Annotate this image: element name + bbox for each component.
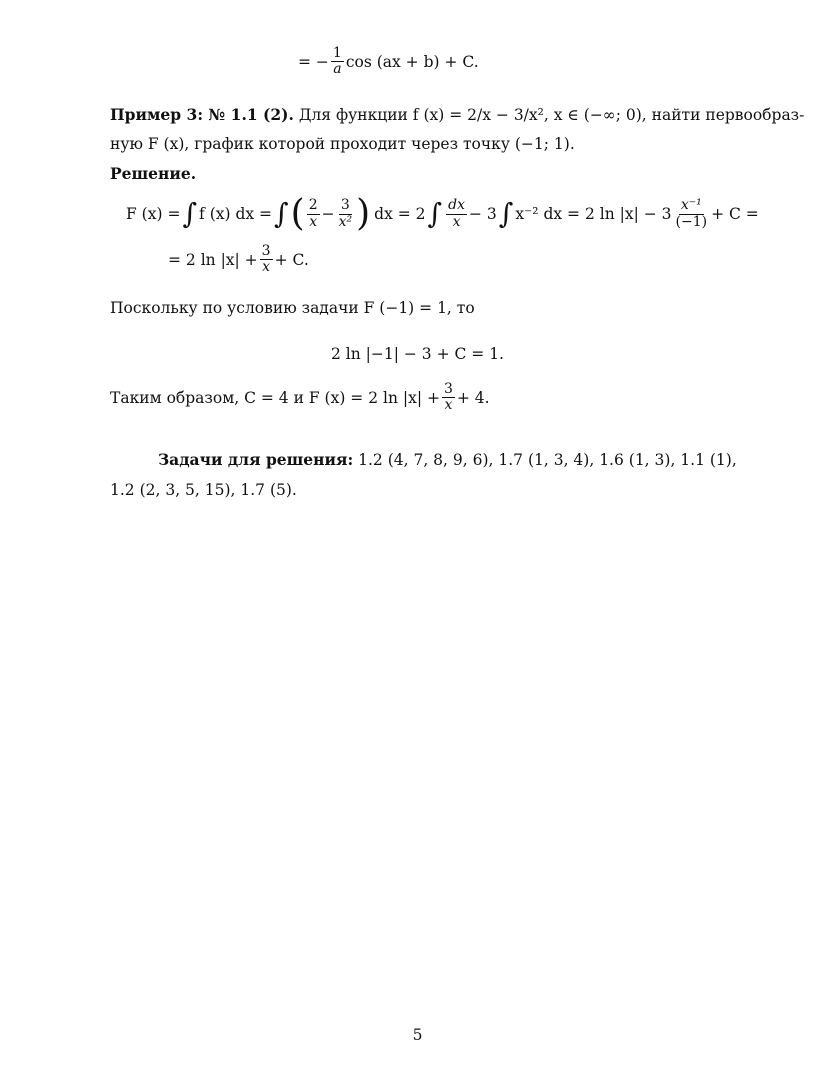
eq-top-fraction (331, 46, 344, 78)
sol-eq-part-1: F (x) = (126, 205, 181, 223)
right-paren: ) (356, 193, 371, 234)
sol-frac-3 (446, 198, 467, 230)
sol-eq-part-2: f (x) dx = (199, 205, 273, 223)
solution-equation-1 (126, 193, 759, 234)
tasks-list-1: 1.2 (4, 7, 8, 9, 6), 1.7 (1, 3, 4), 1.6 (1, 3), 1.1 (1), (358, 451, 737, 469)
sol-frac-4-num: x⁻¹ (680, 197, 702, 214)
example-line-2 (110, 134, 575, 154)
example-heading: Пример 3: № 1.1 (2). (110, 105, 294, 124)
sol-eq2-frac-den: x (262, 259, 271, 276)
tasks-list-2: 1.2 (2, 3, 5, 15), 1.7 (5). (110, 481, 297, 499)
tasks-label: Задачи для решения: (158, 450, 354, 469)
sol-frac-1-den: x (309, 213, 318, 230)
thus-fraction (442, 382, 455, 414)
thus-frac-den: x (444, 397, 453, 414)
sol-eq-part-3: dx = 2 (374, 205, 426, 223)
thus-frac-num: 3 (443, 381, 453, 397)
tasks-line-2 (110, 480, 297, 500)
integral-sign-2: ∫ (274, 197, 289, 230)
tasks-line-1 (158, 450, 737, 470)
center-equation: 2 ln |−1| − 3 + C = 1. (331, 345, 504, 363)
sol-eq-part-5: x⁻² dx = 2 ln |x| − 3 (515, 205, 672, 223)
example-statement-2: ную F (x), график которой проходит через точку (−1; 1). (110, 135, 575, 153)
example-line-1 (110, 105, 804, 125)
integral-sign-3: ∫ (427, 197, 443, 230)
thus-line (110, 382, 490, 414)
sol-eq-part-6: + C = (711, 205, 759, 223)
equation-top (298, 46, 479, 78)
thus-line-part-1: Таким образом, C = 4 и F (x) = 2 ln |x| + (110, 388, 440, 407)
sol-frac-3-num: dx (448, 197, 465, 214)
sol-frac-3-den: x (452, 213, 461, 230)
sol-frac-4-den: (−1) (675, 213, 708, 230)
solution-heading: Решение. (110, 164, 197, 183)
sol-eq2-part-2: + C. (274, 250, 309, 269)
eq-top-lead: = − (298, 52, 329, 71)
eq-top-frac-num: 1 (332, 45, 342, 61)
example-statement-1: Для функции f (x) = 2/x − 3/x², x ∈ (−∞; 0), найти первообраз- (298, 106, 805, 124)
integral-sign-1: ∫ (182, 197, 198, 230)
since-line: Поскольку по условию задачи F (−1) = 1, то (110, 299, 475, 317)
sol-frac-2-den: x² (338, 213, 353, 230)
left-paren: ( (290, 193, 305, 234)
thus-line-part-2: + 4. (456, 388, 490, 407)
integral-sign-4: ∫ (498, 197, 514, 230)
sol-frac-2-num: 3 (340, 197, 350, 214)
sol-frac-1 (307, 198, 320, 230)
solution-equation-2 (168, 244, 309, 276)
sol-eq-part-4: − 3 (469, 205, 497, 223)
eq-top-frac-den: a (333, 61, 342, 78)
sol-minus: − (321, 205, 335, 223)
sol-frac-4 (674, 198, 710, 230)
sol-frac-2 (337, 198, 355, 230)
sol-eq2-frac-num: 3 (261, 243, 271, 259)
sol-frac-1-num: 2 (308, 197, 318, 214)
sol-eq2-part-1: = 2 ln |x| + (168, 250, 258, 269)
eq-top-tail: cos (ax + b) + C. (345, 52, 479, 71)
page-number: 5 (412, 1026, 423, 1044)
sol-eq2-fraction (260, 244, 273, 276)
